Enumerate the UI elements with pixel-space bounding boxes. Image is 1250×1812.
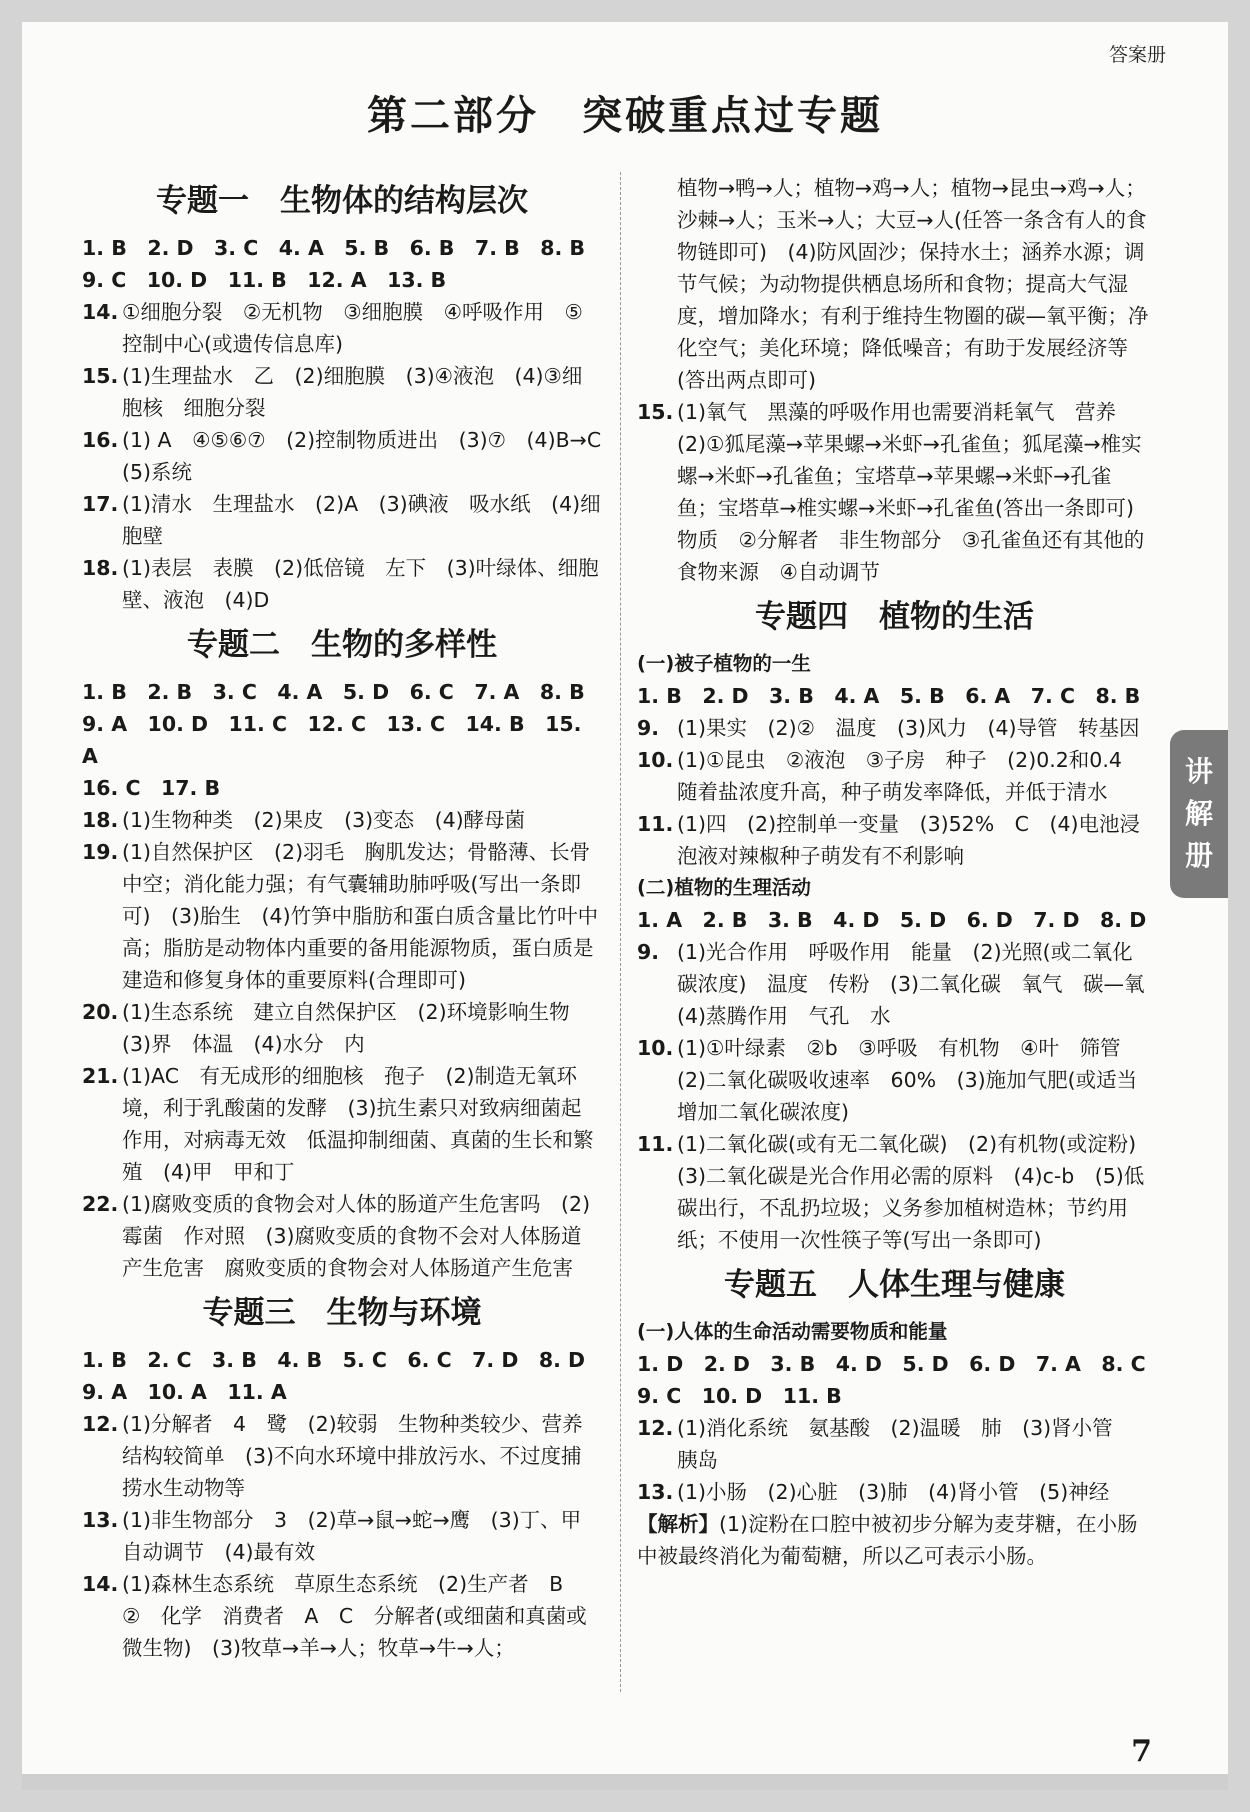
mc-line: 9. A 10. D 11. C 12. C 13. C 14. B 15. A	[82, 712, 582, 768]
question: 18. (1)表层 表膜 (2)低倍镜 左下 (3)叶绿体、细胞壁、液泡 (4)D	[82, 556, 599, 612]
mc-line: 1. B 2. C 3. B 4. B 5. C 6. C 7. D 8. D	[82, 1348, 586, 1372]
left-column	[82, 172, 622, 1664]
question: 10. (1)①叶绿素 ②b ③呼吸 有机物 ④叶 筛管 (2)二氧化碳吸收速率 60% (3)施加气肥(或适当增加二氧化碳浓度)	[637, 1036, 1142, 1124]
page-number: 7	[1131, 1734, 1152, 1769]
question: 14. ①细胞分裂 ②无机物 ③细胞膜 ④呼吸作用 ⑤控制中心(或遗传信息库)	[82, 300, 583, 356]
subsection-title: (二)植物的生理活动	[637, 876, 811, 899]
mc-line: 9. A 10. A 11. A	[82, 1380, 287, 1404]
mc-line: 1. B 2. D 3. C 4. A 5. B 6. B 7. B 8. B	[82, 236, 586, 260]
question: 18. (1)生物种类 (2)果皮 (3)变态 (4)酵母菌	[82, 808, 526, 832]
question: 12. (1)消化系统 氨基酸 (2)温暖 肺 (3)肾小管 胰岛	[637, 1416, 1134, 1472]
question: 17. (1)清水 生理盐水 (2)A (3)碘液 吸水纸 (4)细胞壁	[82, 492, 601, 548]
subsection-title: (一)人体的生命活动需要物质和能量	[637, 1320, 948, 1343]
answer-page	[22, 22, 1228, 1790]
question: 19. (1)自然保护区 (2)羽毛 胸肌发达；骨骼薄、长骨中空；消化能力强；有气囊辅助肺呼吸(写出一条即可) (3)胎生 (4)竹笋中脂肪和蛋白质含量比竹叶中高；脂肪是动物体内重要的备用能源物质，蛋白质是建造和修复身体的重要原料(合理即可)	[82, 840, 599, 992]
mc-line: 1. D 2. D 3. B 4. D 5. D 6. D 7. A 8. C	[637, 1352, 1146, 1376]
footer-bar	[22, 1774, 1228, 1790]
page-title: 第二部分 突破重点过专题	[367, 93, 883, 139]
question: 11. (1)四 (2)控制单一变量 (3)52% C (4)电池浸泡液对辣椒种子萌发有不利影响	[637, 812, 1141, 868]
analysis-tag: 【解析】	[637, 1512, 719, 1536]
section-title-2: 专题二 生物的多样性	[187, 627, 497, 663]
side-tab	[1170, 730, 1228, 898]
mc-line: 1. A 2. B 3. B 4. D 5. D 6. D 7. D 8. D	[637, 908, 1147, 932]
question: 9. (1)光合作用 呼吸作用 能量 (2)光照(或二氧化碳浓度) 温度 传粉 (3)二氧化碳 氧气 碳—氧 (4)蒸腾作用 气孔 水	[637, 940, 1166, 1028]
question: 16. (1) A ④⑤⑥⑦ (2)控制物质进出 (3)⑦ (4)B→C (5)系统	[82, 428, 622, 484]
column-divider	[620, 172, 621, 1692]
section-title-3: 专题三 生物与环境	[202, 1295, 482, 1331]
mc-line: 16. C 17. B	[82, 776, 221, 800]
question: 10. (1)①昆虫 ②液泡 ③子房 种子 (2)0.2和0.4 随着盐浓度升高，种子萌发率降低，并低于清水	[637, 748, 1143, 804]
question: 15. (1)生理盐水 乙 (2)细胞膜 (3)④液泡 (4)③细胞核 细胞分裂	[82, 364, 583, 420]
section-title-4: 专题四 植物的生活	[755, 599, 1034, 635]
right-column	[637, 172, 1166, 1572]
analysis	[637, 1508, 1152, 1572]
mc-line: 1. B 2. B 3. C 4. A 5. D 6. C 7. A 8. B	[82, 680, 585, 704]
mc-line: 1. B 2. D 3. B 4. A 5. B 6. A 7. C 8. B	[637, 684, 1141, 708]
analysis-text: (1)淀粉在口腔中被初步分解为麦芽糖，在小肠中被最终消化为葡萄糖，所以乙可表示小肠。	[637, 1512, 1138, 1568]
section-title-1: 专题一 生物体的结构层次	[156, 183, 528, 219]
question: 14. (1)森林生态系统 草原生态系统 (2)生产者 B ② 化学 消费者 A C 分解者(或细菌和真菌或微生物) (3)牧草→羊→人；牧草→牛→人；	[82, 1572, 587, 1660]
subsection-title: (一)被子植物的一生	[637, 652, 811, 675]
question: 12. (1)分解者 4 鹭 (2)较弱 生物种类较少、营养结构较简单 (3)不向水环境中排放污水、不过度捕捞水生动物等	[82, 1412, 583, 1500]
mc-line: 9. C 10. D 11. B 12. A 13. B	[82, 268, 447, 292]
side-tab-char: 讲	[1184, 755, 1213, 788]
section-title-5: 专题五 人体生理与健康	[724, 1267, 1065, 1303]
question: 13. (1)非生物部分 3 (2)草→鼠→蛇→鹰 (3)丁、甲 自动调节 (4)最有效	[82, 1508, 602, 1564]
question: 15. (1)氧气 黑藻的呼吸作用也需要消耗氧气 营养 (2)①狐尾藻→苹果螺→米虾→孔雀鱼；狐尾藻→椎实螺→米虾→孔雀鱼；宝塔草→苹果螺→米虾→孔雀鱼；宝塔草→椎实螺→米虾→孔雀鱼(答出一条即可) 物质 ②分解者 非生物部分 ③孔雀鱼还有其他的食物来源 ④自动调节	[637, 400, 1155, 584]
question: 9. (1)果实 (2)② 温度 (3)风力 (4)导管 转基因	[637, 716, 1140, 740]
side-tab-char: 解	[1184, 797, 1213, 830]
question: 20. (1)生态系统 建立自然保护区 (2)环境影响生物 (3)界 体温 (4)水分 内	[82, 1000, 591, 1056]
header-label: 答案册	[1108, 44, 1166, 66]
question-continued: 植物→鸭→人；植物→鸡→人；植物→昆虫→鸡→人；沙棘→人；玉米→人；大豆→人(任答一条含有人的食物链即可) (4)防风固沙；保持水土；涵养水源；调节气候；为动物提供栖息场所和食物；提高大气湿度，增加降水；有利于维持生物圈的碳—氧平衡；净化空气；美化环境；降低噪音；有助于发展经济等(答出两点即可)	[677, 176, 1149, 392]
question: 13. (1)小肠 (2)心脏 (3)肺 (4)肾小管 (5)神经	[637, 1480, 1110, 1504]
question: 22. (1)腐败变质的食物会对人体的肠道产生危害吗 (2)霉菌 作对照 (3)腐败变质的食物不会对人体肠道产生危害 腐败变质的食物会对人体肠道产生危害	[82, 1192, 591, 1280]
question: 21. (1)AC 有无成形的细胞核 孢子 (2)制造无氧环境，利于乳酸菌的发酵 (3)抗生素只对致病细菌起作用，对病毒无效 低温抑制细菌、真菌的生长和繁殖 (4)甲 甲和丁	[82, 1064, 594, 1184]
mc-line: 9. C 10. D 11. B	[637, 1384, 842, 1408]
question: 11. (1)二氧化碳(或有无二氧化碳) (2)有机物(或淀粉) (3)二氧化碳是光合作用必需的原料 (4)c-b (5)低碳出行，不乱扔垃圾；义务参加植树造林；节约用纸；不使用一次性筷子等(写出一条即可)	[637, 1132, 1157, 1252]
side-tab-char: 册	[1184, 839, 1213, 872]
